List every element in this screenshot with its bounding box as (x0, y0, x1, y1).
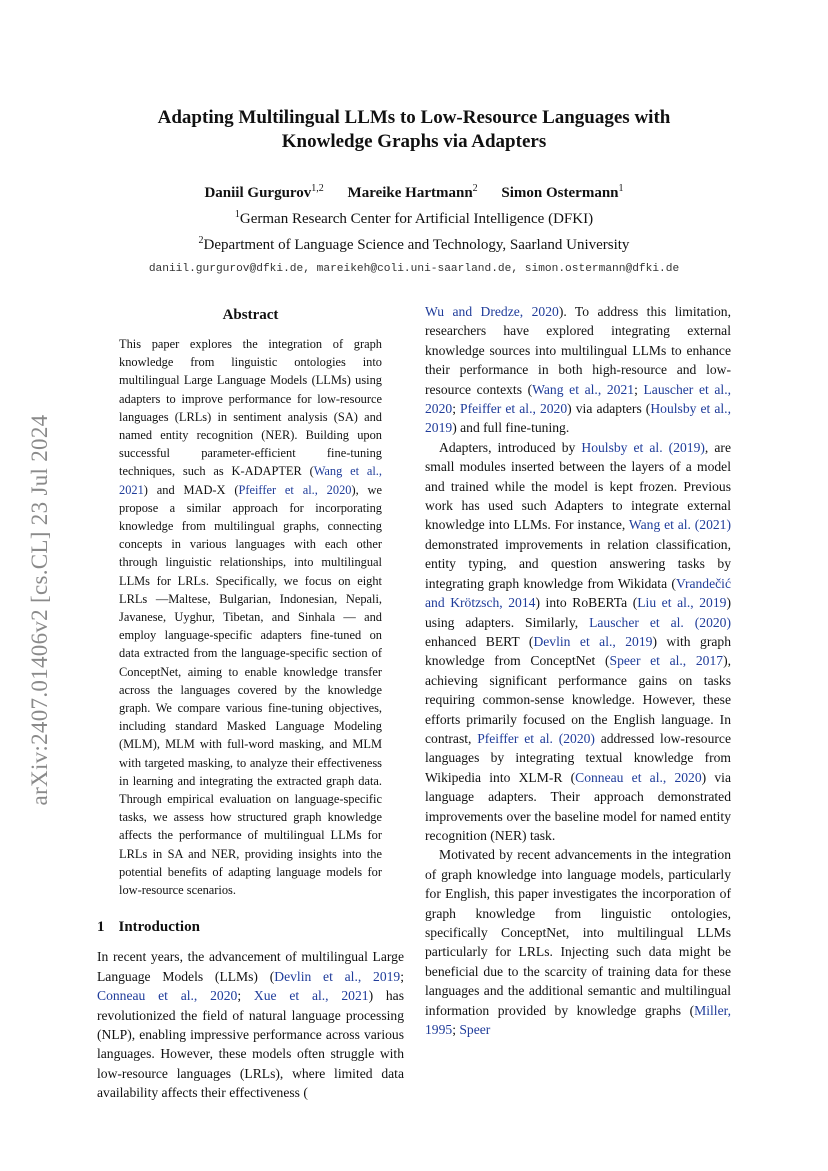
citation-link[interactable]: Wang et al., 2021 (532, 381, 635, 397)
citation-link[interactable]: Devlin et al., 2019 (274, 968, 401, 984)
author-block (100, 178, 728, 280)
author-affiliation-mark: 2 (472, 183, 478, 194)
text-run: ; (237, 988, 254, 1004)
text-run: , are small modules inserted between the layers of a model and trained while the model is kept frozen. Previous work has used such Adapters to integrate external knowledge into LLMs. For instance, (425, 439, 731, 533)
abstract-text-run: ), we propose a similar approach for incorporating knowledge from multilingual graphs, connecting concepts in various languages with each other through linguistic relationships, into multilingual LLMs for LRLs. Specifically, we focus on eight LRLs —Maltese, Bulgarian, Indonesian, Nepali, Javanese, Uyghur, Tibetan, and Sinhala — and employ language-specific adapters fine-tuned on data extracted from the language-specific section of ConceptNet, aiming to enable knowledge transfer across the languages covered by the knowledge graph. We compare various fine-tuning objectives, including standard Masked Language Modeling (MLM), MLM with full-word masking, and MLM with targeted masking, to analyze their effectiveness in learning and integrating the extracted graph data. Through empirical evaluation on language-specific tasks, we assess how structured graph knowledge affects the performance of multilingual LLMs for LRLs in SA and NER, providing insights into the potential benefits of adapting language models for low-resource scenarios. (119, 482, 382, 898)
author-affiliation-mark: 1 (618, 183, 624, 194)
citation-link[interactable]: Wu and Dredze, 2020 (425, 304, 559, 319)
author (348, 185, 478, 201)
citation-link[interactable]: Devlin et al., 2019 (533, 633, 653, 649)
affiliation-text: Department of Language Science and Technology, Saarland University (203, 237, 630, 253)
affiliation-mark: 1 (234, 209, 240, 220)
text-run: ) via adapters ( (567, 401, 651, 417)
citation-link[interactable]: Pfeiffer et al. (2020) (477, 730, 595, 746)
affiliation (100, 204, 728, 230)
text-run: ). To address this limitation, researchers have explored integrating external knowledge sources into multilingual LLMs to enhance their performance in both high-resource and low-resource contexts ( (425, 304, 732, 397)
citation-link[interactable]: Wang et al., 2021 (119, 464, 382, 497)
paper-title (100, 106, 728, 154)
text-run: ) and full fine-tuning. (452, 420, 570, 436)
citation-link[interactable]: Houlsby et al. (2019) (581, 439, 705, 455)
citation-link[interactable]: Lauscher et al. (2020) (589, 614, 731, 630)
author (204, 185, 323, 201)
text-run: ; (400, 968, 404, 984)
citation-link[interactable]: Miller, 1995 (425, 1002, 731, 1038)
text-run: ) using adapters. Similarly, (425, 595, 731, 630)
intro-paragraph-2 (425, 438, 731, 846)
intro-paragraph-1-continued (425, 302, 731, 438)
abstract-text (119, 335, 382, 899)
arxiv-stamp (0, 0, 60, 1171)
title-line: Adapting Multilingual LLMs to Low-Resource Languages with (157, 107, 671, 128)
citation-link[interactable]: Houlsby et al., 2019 (425, 401, 731, 436)
arxiv-identifier: arXiv:2407.01406v2 [cs.CL] 23 Jul 2024 (27, 414, 52, 806)
text-run: ) via language adapters. Their approach demonstrated improvements over the baseline model for named entity recognition (NER) task. (425, 769, 731, 843)
citation-link[interactable]: Liu et al., 2019 (637, 595, 727, 611)
text-run: ) into RoBERTa ( (535, 595, 638, 611)
section-heading-introduction (97, 917, 404, 937)
abstract-heading: Abstract (222, 307, 279, 323)
text-run: In recent years, the advancement of multilingual Large Language Models (LLMs) ( (97, 949, 404, 984)
text-run: ) with graph knowledge from ConceptNet ( (425, 633, 731, 669)
citation-link[interactable]: Conneau et al., 2020 (575, 769, 702, 785)
title-line: Knowledge Graphs via Adapters (281, 131, 547, 152)
text-run: enhanced BERT ( (425, 633, 534, 649)
text-run: Adapters, introduced by (439, 439, 582, 455)
citation-link[interactable]: Vrandečić and Krötzsch, 2014 (425, 575, 731, 611)
author-emails: daniil.gurgurov@dfki.de, mareikeh@coli.uni-saarland.de, simon.ostermann@dfki.de (148, 263, 680, 275)
citation-link[interactable]: Speer (459, 1022, 491, 1038)
author-names (100, 178, 728, 204)
text-run: ) has revolutionized the field of natural language processing (NLP), enabling impressive performance across various languages. However, these models often struggle with low-resource languages (LRLs), where limited data availability affects their effectiveness ( (97, 988, 405, 1101)
text-run: ; (634, 381, 644, 397)
affiliation-mark: 2 (198, 235, 204, 246)
citation-link[interactable]: Xue et al., 2021 (253, 988, 369, 1004)
text-run: demonstrated improvements in relation classification, entity typing, and question answering tasks by integrating graph knowledge from Wikidata ( (425, 536, 731, 591)
author-name: Mareike Hartmann (347, 185, 473, 201)
affiliation (100, 230, 728, 256)
citation-link[interactable]: Conneau et al., 2020 (97, 988, 238, 1004)
section-number: 1 (97, 919, 105, 936)
right-column (425, 302, 731, 1039)
citation-link[interactable]: Wang et al. (2021) (628, 517, 731, 533)
author-affiliation-mark: 1,2 (311, 183, 324, 194)
text-run: ; (452, 401, 461, 417)
text-run: Motivated by recent advancements in the integration of graph knowledge into language models, particularly for English, this paper investigates the incorporation of graph knowledge from linguistic ontologies, specifically ConceptNet, into multilingual LLMs particularly for LRLs. Injecting such data might be beneficial due to the scarcity of training data for these languages and the additional semantic and multilingual information provided by knowledge graphs ( (425, 847, 731, 1018)
author-name: Daniil Gurgurov (204, 185, 312, 201)
text-run: addressed low-resource languages by integrating textual knowledge from Wikipedia into XLM-R ( (425, 730, 731, 785)
text-run: ; (452, 1022, 460, 1038)
text-run: ), achieving significant performance gains on tasks requiring common-sense knowledge. However, these efforts primarily focused on the English language. In contrast, (425, 653, 731, 746)
citation-link[interactable]: Lauscher et al., 2020 (425, 381, 731, 417)
citation-link[interactable]: Speer et al., 2017 (609, 653, 724, 669)
abstract-text-run: ) and MAD-X ( (143, 482, 239, 497)
author-name: Simon Ostermann (501, 185, 619, 201)
citation-link[interactable]: Pfeiffer et al., 2020 (238, 482, 352, 497)
abstract-text-run: This paper explores the integration of graph knowledge from linguistic ontologies into multilingual Large Language Models (LLMs) using adapters to improve performance for low-resource languages (LRLs) in sentiment analysis (SA) and named entity recognition (NER). Building upon successful parameter-efficient fine-tuning techniques, such as K-ADAPTER ( (119, 337, 382, 479)
affiliation-text: German Research Center for Artificial Intelligence (DFKI) (239, 211, 594, 227)
citation-link[interactable]: Pfeiffer et al., 2020 (460, 401, 568, 417)
intro-paragraph-3 (425, 845, 731, 1039)
section-title: Introduction (118, 919, 200, 936)
left-column (97, 305, 404, 1103)
author (501, 185, 623, 201)
intro-paragraph-1 (97, 947, 404, 1102)
